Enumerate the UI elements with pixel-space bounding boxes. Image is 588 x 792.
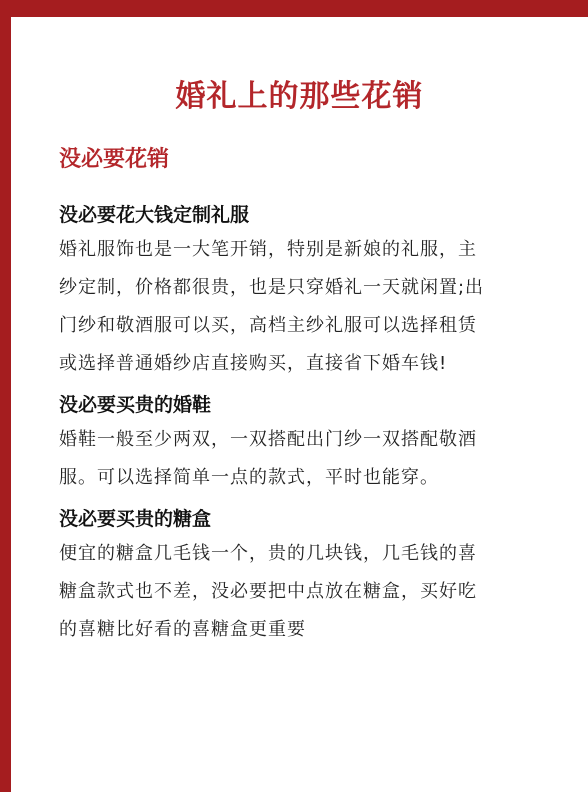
item-block-shoes (59, 389, 559, 497)
item-text-line: 婚礼服饰也是一大笔开销，特别是新娘的礼服，主 (59, 239, 477, 260)
item-text-line: 便宜的糖盒几毛钱一个，贵的几块钱，几毛钱的喜 (59, 543, 477, 564)
item-text-line: 糖盒款式也不差，没必要把中点放在糖盒，买好吃 (59, 581, 477, 602)
item-text-line: 纱定制，价格都很贵，也是只穿婚礼一天就闲置;出 (59, 277, 485, 298)
item-block-candy-box (59, 503, 559, 649)
item-text-line: 门纱和敬酒服可以买，高档主纱礼服可以选择租赁 (59, 315, 477, 336)
item-text-line: 或选择普通婚纱店直接购买，直接省下婚车钱! (59, 353, 448, 374)
section-content (59, 199, 559, 649)
item-block-dress (59, 199, 559, 383)
item-heading: 没必要买贵的婚鞋 (59, 394, 212, 416)
content-card (11, 17, 588, 792)
item-text-line: 服。可以选择简单一点的款式，平时也能穿。 (59, 467, 439, 488)
item-text-line: 的喜糖比好看的喜糖盒更重要 (59, 619, 306, 640)
item-text-line: 婚鞋一般至少两双，一双搭配出门纱一双搭配敬酒 (59, 429, 477, 450)
item-heading: 没必要买贵的糖盒 (59, 508, 212, 530)
item-heading: 没必要花大钱定制礼服 (59, 204, 250, 226)
page-title: 婚礼上的那些花销 (175, 79, 424, 114)
section-heading: 没必要花销 (59, 147, 170, 172)
